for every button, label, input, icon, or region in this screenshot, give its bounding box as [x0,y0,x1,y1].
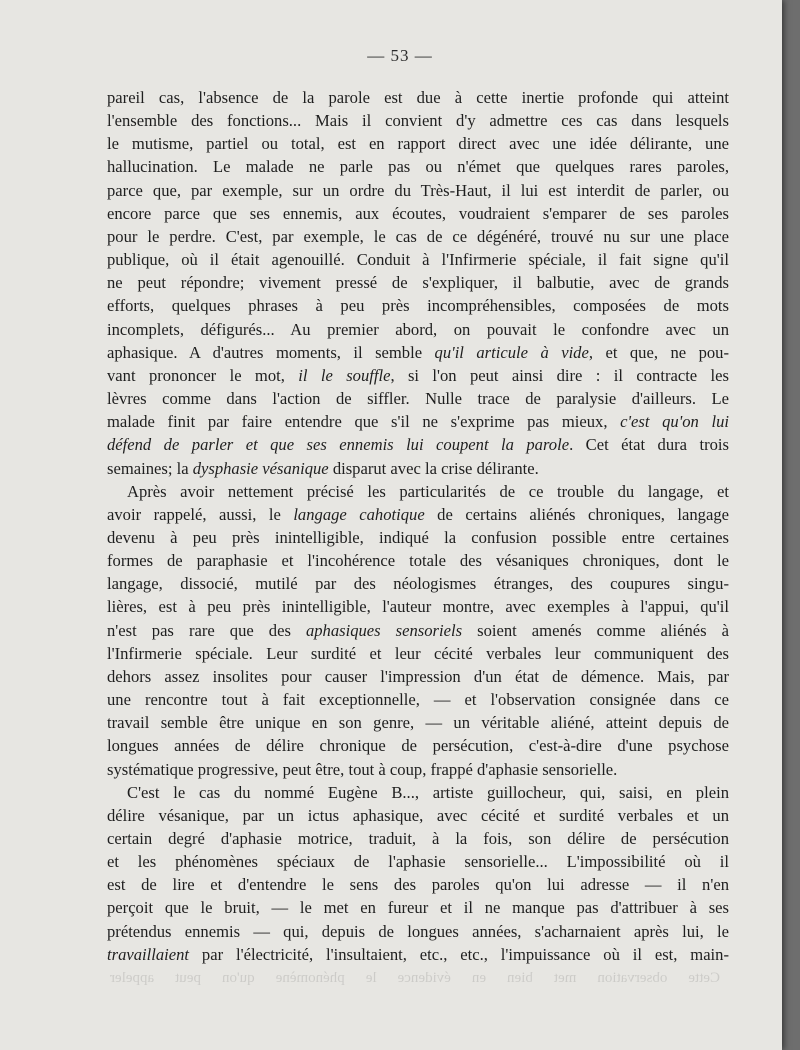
text-line: semaines; la dysphasie vésanique disparut avec la crise délirante. [107,458,539,478]
text-line: avoir rappelé, aussi, le langage cahotique de certains aliénés chroniques, langage [107,504,729,524]
text-line: prétendus ennemis — qui, depuis de longues années, s'acharnaient après lui, le [107,921,729,941]
text-line: C'est le cas du nommé Eugène B..., artiste guillocheur, qui, saisi, en plein [127,782,729,802]
text-line: parce que, par exemple, sur un ordre du Très-Haut, il lui est interdit de parler, ou [107,180,729,200]
italic-text: langage cahotique [293,504,425,524]
paragraph-1 [107,86,729,480]
text-line: langage, dissocié, mutilé par des néologismes étranges, des coupures singu- [107,574,729,594]
text-line: hallucination. Le malade ne parle pas ou n'émet que quelques rares paroles, [107,157,729,177]
text-line: malade finit par faire entendre que s'il ne s'exprime pas mieux, c'est qu'on lui [107,412,729,432]
text-line: pour le perdre. C'est, par exemple, le cas de ce dégénéré, trouvé nu sur une place [107,226,729,246]
text-line: publique, où il était agenouillé. Conduit à l'Infirmerie spéciale, il fait signe qu'il [107,250,729,270]
text-line: l'Infirmerie spéciale. Leur surdité et leur cécité verbales leur communiquent des [107,643,729,663]
text-line: ne peut répondre; vivement pressé de s'expliquer, il balbutie, avec de grands [107,273,729,293]
text-line: dehors assez insolites pour causer l'impression d'un état de démence. Mais, par [107,666,729,686]
text-line: systématique progressive, peut être, tout à coup, frappé d'aphasie sensorielle. [107,759,618,779]
text-line: n'est pas rare que des aphasiques sensoriels soient amenés comme aliénés à [107,620,729,640]
text-line: pareil cas, l'absence de la parole est due à cette inertie profonde qui atteint [107,88,729,107]
text-line: et les phénomènes spéciaux de l'aphasie sensorielle... L'impossibilité où il [107,852,729,872]
text-line: perçoit que le bruit, — le met en fureur et il ne manque pas d'attribuer à ses [107,898,729,918]
body-text [107,86,729,966]
paragraph-2 [107,480,729,781]
italic-text: c'est qu'on lui [620,412,729,432]
text-line: travail semble être unique en son genre, — un véritable aliéné, atteint depuis de [107,713,729,733]
text-line: incomplets, défigurés... Au premier abord, on pouvait le confondre avec un [107,319,729,339]
text-line: travaillaient par l'électricité, l'insultaient, etc., etc., l'impuissance où il est, main- [107,944,729,964]
italic-text: il le souffle [298,365,391,385]
italic-text: travaillaient [107,944,190,964]
text-line: encore parce que ses ennemis, aux écoutes, voudraient s'emparer de ses paroles [107,203,729,223]
text-line: devenu à peu près inintelligible, indiqué la confusion possible entre certaines [107,527,729,547]
bleed-through-text: Cette observation met bien en évidence le phénomène qu'on peut appeler [110,970,720,986]
text-line: vant prononcer le mot, il le souffle, si l'on peut ainsi dire : il contracte les [107,365,729,385]
text-line: délire vésanique, par un ictus aphasique, avec cécité et surdité verbales et un [107,805,729,825]
italic-text: qu'il articule à vide [434,342,589,362]
text-line: défend de parler et que ses ennemis lui coupent la parole. Cet état dura trois [107,435,729,455]
page-number: — 53 — [367,46,433,65]
text-line: est de lire et d'entendre le sens des paroles qu'on lui adresse — il n'en [107,875,729,895]
italic-text: dysphasie vésanique [192,458,329,478]
text-line: efforts, quelques phrases à peu près incompréhensibles, composées de mots [107,296,729,316]
text-line: lières, est à peu près inintelligible, l'auteur montre, avec exemples à l'appui, qu'il [107,597,729,617]
paragraph-3 [107,781,729,966]
text-line: formes de paraphasie et l'incohérence totale des vésaniques chroniques, dont le [107,551,729,571]
text-line: certain degré d'aphasie motrice, traduit, à la fois, son délire de persécution [107,829,729,848]
text-line: une rencontre tout à fait exceptionnelle, — et l'observation consignée dans ce [107,690,729,710]
italic-text: aphasiques sensoriels [305,620,463,640]
text-line: Après avoir nettement précisé les particularités de ce trouble du langage, et [127,481,729,501]
text-line: aphasique. A d'autres moments, il semble qu'il articule à vide, et que, ne pou- [107,342,729,362]
text-line: le mutisme, partiel ou total, est en rapport direct avec une idée délirante, une [107,134,729,154]
text-line: l'ensemble des fonctions... Mais il convient d'y admettre ces cas dans lesquels [107,111,729,131]
text-line: longues années de délire chronique de persécution, c'est-à-dire d'une psychose [107,736,729,756]
italic-text: défend de parler et que ses ennemis lui coupent la parole [107,435,570,455]
text-line: lèvres comme dans l'action de siffler. Nulle trace de paralysie d'ailleurs. Le [107,389,729,409]
